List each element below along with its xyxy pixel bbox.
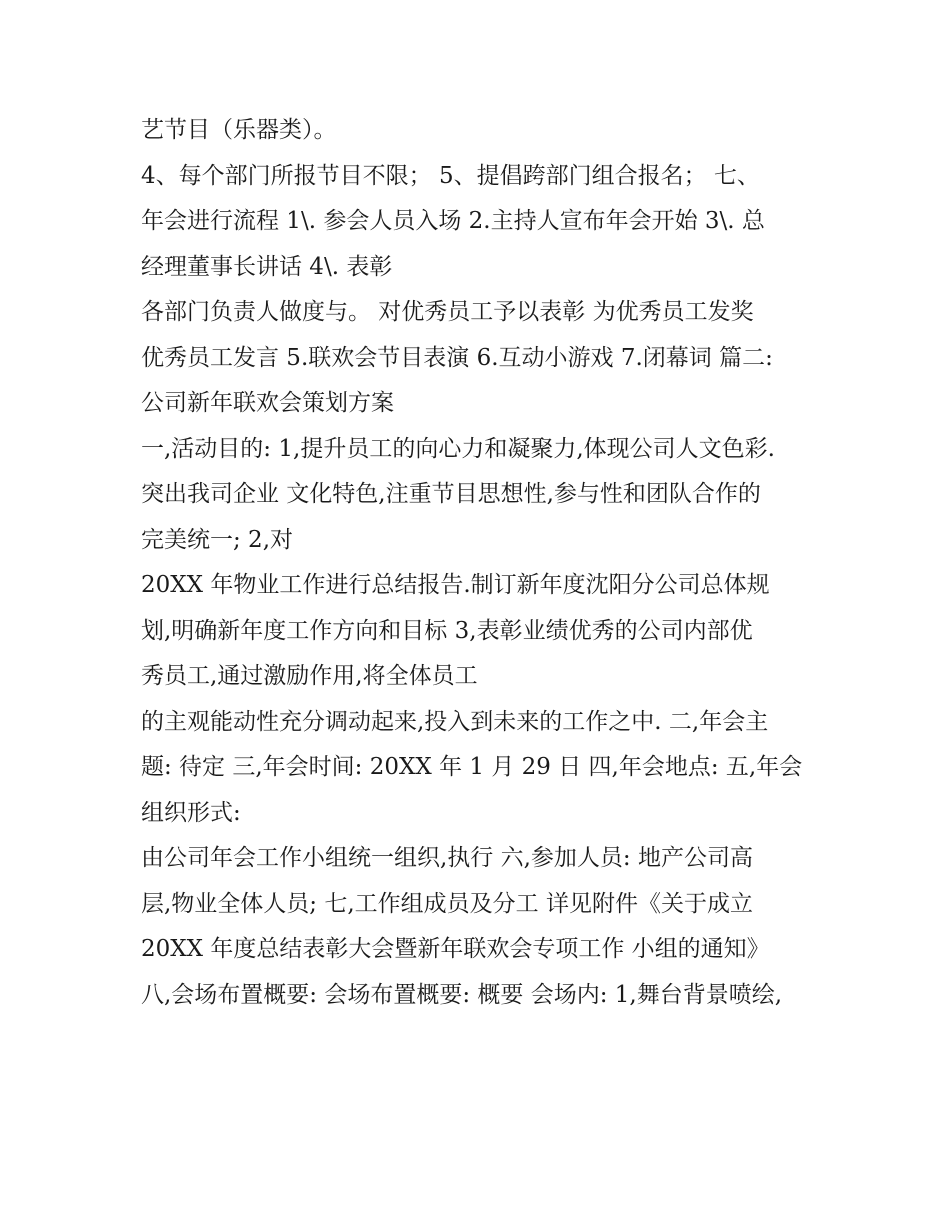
- document-body: [141, 108, 811, 1018]
- text-line: 题: 待定 三,年会时间: 20XX 年 1 月 29 日 四,年会地点: 五,年会: [141, 754, 803, 780]
- text-line: 公司新年联欢会策划方案: [141, 390, 394, 416]
- text-line: 组织形式:: [141, 799, 241, 826]
- text-line: 突出我司企业 文化特色,注重节目思想性,参与性和团队合作的: [141, 481, 761, 507]
- text-line: 艺节目（乐器类）。: [141, 117, 337, 143]
- text-line: 经理董事长讲话 4\. 表彰: [141, 253, 393, 280]
- text-line: 的主观能动性充分调动起来,投入到未来的工作之中. 二,年会主: [141, 708, 769, 735]
- text-line: 完美统一; 2,对: [141, 526, 294, 553]
- text-line: 八,会场布置概要: 会场布置概要: 概要 会场内: 1,舞台背景喷绘,: [141, 981, 783, 1008]
- text-line: 20XX 年度总结表彰大会暨新年联欢会专项工作 小组的通知》: [141, 936, 770, 962]
- text-line: 秀员工,通过激励作用,将全体员工: [141, 663, 478, 689]
- text-line: 一,活动目的: 1,提升员工的向心力和凝聚力,体现公司人文色彩.: [141, 435, 775, 462]
- text-line: 4、每个部门所报节目不限； 5、提倡跨部门组合报名； 七、: [141, 162, 760, 189]
- text-line: 划,明确新年度工作方向和目标 3,表彰业绩优秀的公司内部优: [141, 617, 753, 644]
- text-line: 各部门负责人做度与。 对优秀员工予以表彰 为优秀员工发奖: [141, 299, 754, 325]
- text-line: 20XX 年物业工作进行总结报告.制订新年度沈阳分公司总体规: [141, 572, 770, 598]
- text-line: 优秀员工发言 5.联欢会节目表演 6.互动小游戏 7.闭幕词 篇二:: [141, 344, 773, 371]
- text-line: 层,物业全体人员; 七,工作组成员及分工 详见附件《关于成立: [141, 890, 753, 917]
- text-line: 年会进行流程 1\. 参会人员入场 2.主持人宣布年会开始 3\. 总: [141, 208, 765, 234]
- text-line: 由公司年会工作小组统一组织,执行 六,参加人员: 地产公司高: [141, 845, 753, 871]
